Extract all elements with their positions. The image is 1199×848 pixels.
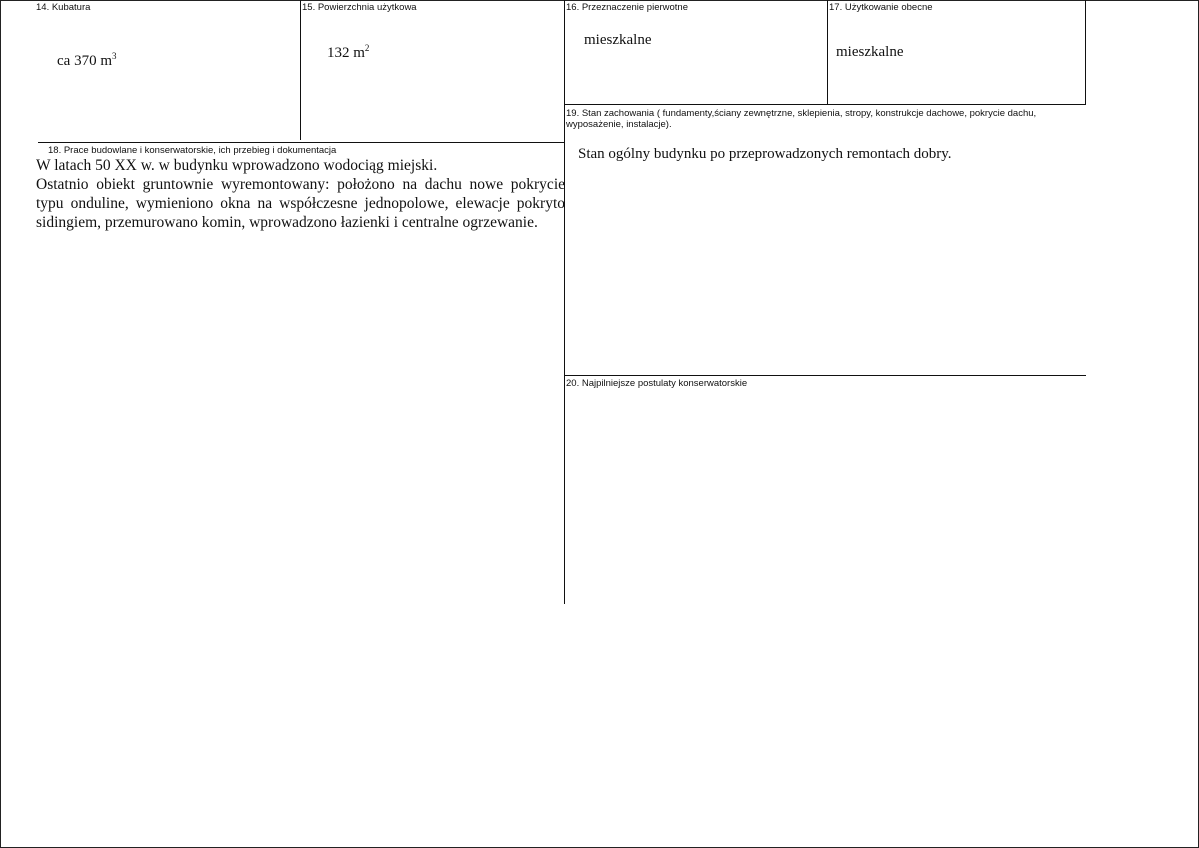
field-18-line-2: Ostatnio obiekt gruntownie wyremontowany: położono na dachu nowe pokrycie typu onduline, wymieniono okna na współczesne jednopolowe, elewacje pokryto sidingiem, przemurowano komin, wprowadzono łazienki i centralne ogrzewanie. [36,176,565,231]
field-18-text [36,156,565,232]
rule-19-top [564,104,1086,105]
field-17-label: 17. Użytkowanie obecne [829,2,933,13]
divider-17-right [1085,0,1086,104]
field-16-value: mieszkalne [584,32,652,48]
field-19-label: 19. Stan zachowania ( fundamenty,ściany zewnętrzne, sklepienia, stropy, konstrukcje dachowe, pokrycie dachu, wyposażenie, instalacje). [566,108,1037,130]
field-15-value-text: 132 m [327,45,365,61]
field-19-value: Stan ogólny budynku po przeprowadzonych remontach dobry. [578,146,952,162]
field-15-label: 15. Powierzchnia użytkowa [302,2,417,13]
field-16-label: 16. Przeznaczenie pierwotne [566,2,688,13]
field-18-label: 18. Prace budowlane i konserwatorskie, ich przebieg i dokumentacja [48,145,337,156]
divider-15-16 [564,0,565,604]
field-18-line-1: W latach 50 XX w. w budynku wprowadzono wodociąg miejski. [36,157,438,174]
field-15-value [327,44,369,62]
field-15-value-unit-exponent: 2 [364,43,370,53]
field-14-value [57,52,116,70]
field-17-value: mieszkalne [836,44,904,60]
divider-14-15 [300,0,301,140]
field-14-label: 14. Kubatura [36,2,91,13]
field-14-value-text: ca 370 m [57,53,112,69]
field-20-label: 20. Najpilniejsze postulaty konserwatorskie [566,378,748,389]
rule-18-top [38,142,565,143]
field-14-value-unit-exponent: 3 [111,51,117,61]
rule-20-top [564,375,1086,376]
divider-16-17 [827,0,828,104]
